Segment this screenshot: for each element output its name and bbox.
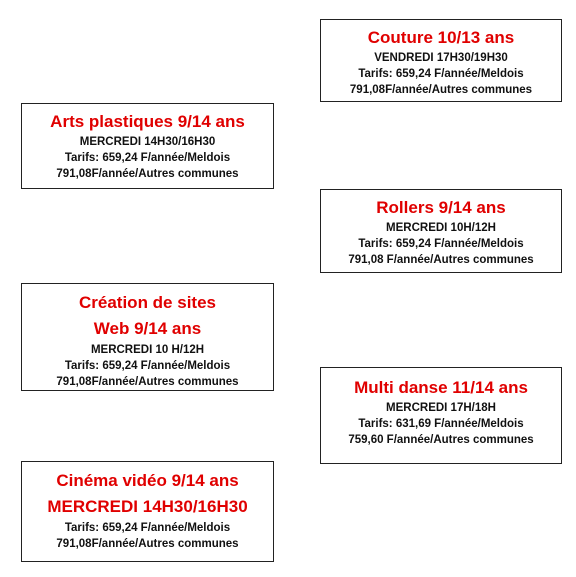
activity-schedule: MERCREDI 10H/12H (386, 222, 496, 234)
activity-title-line-2: Web 9/14 ans (93, 319, 202, 338)
activity-card-couture (320, 19, 562, 102)
activity-card-multi-danse (320, 367, 562, 464)
activity-price-meldois: Tarifs: 659,24 F/année/Meldois (64, 522, 231, 534)
activity-price-meldois: Tarifs: 631,69 F/année/Meldois (358, 418, 524, 430)
activity-schedule: MERCREDI 17H/18H (386, 402, 496, 414)
activity-title-line-1: Cinéma vidéo 9/14 ans (56, 471, 239, 490)
activity-title-line-2: MERCREDI 14H30/16H30 (47, 497, 248, 516)
activity-price-other: 791,08F/année/Autres communes (56, 376, 239, 388)
activity-schedule: VENDREDI 17H30/19H30 (374, 52, 508, 64)
activity-price-meldois: Tarifs: 659,24 F/année/Meldois (358, 238, 524, 250)
activity-price-meldois: Tarifs: 659,24 F/année/Meldois (64, 360, 231, 372)
activity-card-cinema-video (21, 461, 274, 562)
activity-price-other: 791,08F/année/Autres communes (56, 538, 239, 550)
activity-schedule: MERCREDI 10 H/12H (90, 344, 205, 356)
activity-price-other: 759,60 F/année/Autres communes (348, 434, 534, 446)
activity-price-meldois: Tarifs: 659,24 F/année/Meldois (358, 68, 524, 80)
activity-title: Rollers 9/14 ans (376, 198, 506, 217)
activity-price-meldois: Tarifs: 659,24 F/année/Meldois (64, 152, 231, 164)
activity-price-other: 791,08 F/année/Autres communes (348, 254, 534, 266)
activity-price-other: 791,08F/année/Autres communes (349, 84, 533, 96)
activity-title-line-1: Création de sites (79, 293, 216, 312)
activity-title: Couture 10/13 ans (367, 28, 515, 47)
activity-card-arts-plastiques (21, 103, 274, 189)
activity-card-rollers (320, 189, 562, 273)
activity-title: Multi danse 11/14 ans (354, 378, 528, 397)
activity-price-other: 791,08F/année/Autres communes (56, 168, 239, 180)
activity-card-creation-sites-web (21, 283, 274, 391)
activity-schedule: MERCREDI 14H30/16H30 (79, 136, 216, 148)
activity-title: Arts plastiques 9/14 ans (50, 112, 245, 131)
